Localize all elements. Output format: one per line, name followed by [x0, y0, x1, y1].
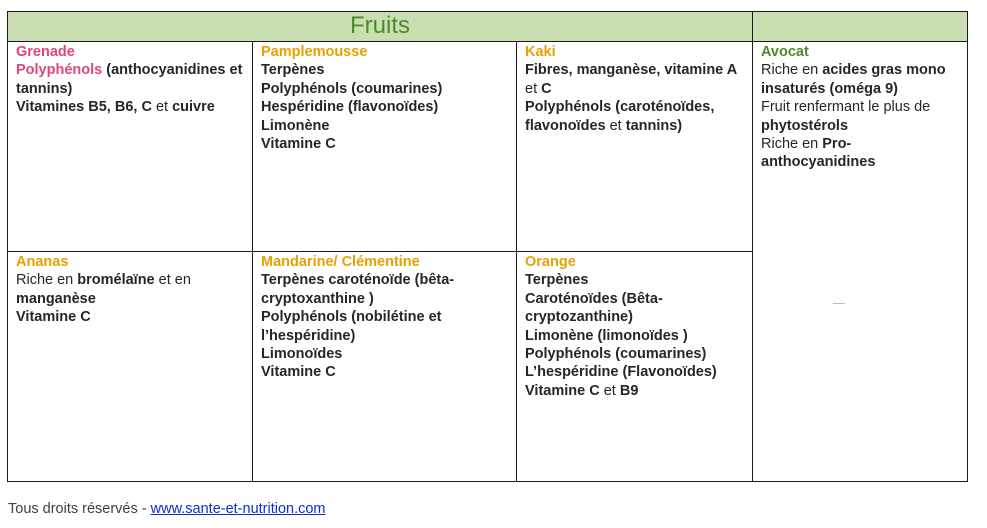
fruit-title: Avocat — [761, 44, 809, 60]
footer — [8, 501, 326, 517]
text-run: Pro-anthocyanidines — [761, 136, 876, 171]
fruit-title: Kaki — [525, 44, 556, 60]
cell-pamplemousse — [253, 42, 517, 252]
text-run: ( — [102, 62, 112, 79]
cell-line — [525, 382, 744, 400]
text-run: Fruit renfermant le plus de — [761, 99, 931, 116]
cell-line: Polyphénols (coumarines) — [261, 80, 443, 97]
footer-link[interactable]: www.sante-et-nutrition.com — [150, 501, 326, 517]
cell-line: Vitamine C — [16, 309, 91, 326]
fruit-title: Pamplemousse — [261, 44, 368, 60]
cell-line: Limonène — [261, 117, 330, 134]
fruit-title: Ananas — [16, 254, 69, 270]
cell-orange — [517, 252, 753, 482]
text-run: et — [525, 80, 542, 97]
cell-ananas — [8, 252, 253, 482]
cell-line: Vitamine C — [261, 136, 336, 153]
text-run: Vitamines B5, B6, C — [16, 99, 152, 116]
table-title: Fruits — [8, 12, 753, 42]
text-run: et — [151, 99, 173, 116]
cell-line: L’hespéridine (Flavonoïdes) — [525, 364, 717, 381]
fruit-title: Orange — [525, 254, 576, 270]
text-run: B9 — [619, 382, 639, 399]
header-empty-cell — [753, 12, 968, 42]
cell-line — [525, 61, 744, 98]
cell-line: Polyphénols (nobilétine et l’hespéridine) — [261, 309, 442, 344]
text-run: Polyphénols — [16, 62, 103, 79]
cell-kaki — [517, 42, 753, 252]
cell-grenade — [8, 42, 253, 252]
text-run: manganèse — [16, 290, 96, 307]
stray-mark — [833, 303, 845, 304]
cell-line — [16, 98, 244, 116]
cell-line: Limonoïdes — [261, 346, 343, 363]
fruit-title: Mandarine/ Clémentine — [261, 254, 420, 270]
text-run: cuivre — [172, 99, 215, 116]
text-run: anthocyanidines et tannins) — [16, 62, 243, 97]
text-run: Vitamine C — [525, 382, 600, 399]
text-run: tannins) — [625, 117, 683, 134]
cell-line: Terpènes caroténoïde (bêta-cryptoxanthine ) — [261, 272, 455, 307]
text-run: acides gras mono insaturés (oméga 9) — [761, 62, 946, 97]
cell-avocat — [753, 42, 968, 482]
text-run: Riche en — [761, 136, 823, 153]
text-run: Fibres, manganèse, vitamine A — [525, 62, 738, 79]
cell-line: Caroténoïdes (Bêta-cryptozanthine) — [525, 290, 663, 326]
fruit-title: Grenade — [16, 44, 75, 60]
text-run: et en — [154, 272, 191, 289]
cell-line: Hespéridine (flavonoïdes) — [261, 99, 439, 116]
cell-line: Terpènes — [525, 272, 589, 289]
text-run: Polyphénols (caroténoïdes, flavonoïdes — [525, 99, 715, 134]
cell-line — [16, 271, 244, 308]
text-run: Riche en — [16, 272, 78, 289]
cell-line: Polyphénols (coumarines) — [525, 346, 707, 363]
cell-line: Terpènes — [261, 62, 325, 79]
cell-line — [16, 61, 244, 98]
cell-line: Limonène (limonoïdes ) — [525, 327, 688, 344]
cell-line — [761, 98, 959, 135]
cell-line — [761, 61, 959, 98]
text-run: bromélaïne — [77, 272, 155, 289]
cell-line — [761, 135, 959, 172]
text-run: Riche en — [761, 62, 823, 79]
text-run: C — [541, 80, 552, 97]
text-run: et — [605, 117, 626, 134]
cell-line — [525, 98, 744, 135]
footer-text: Tous droits réservés - — [8, 501, 151, 517]
text-run: phytostérols — [761, 117, 849, 134]
cell-line: Vitamine C — [261, 364, 336, 381]
cell-mandarine — [253, 252, 517, 482]
fruits-table — [7, 11, 968, 482]
text-run: et — [599, 382, 620, 399]
